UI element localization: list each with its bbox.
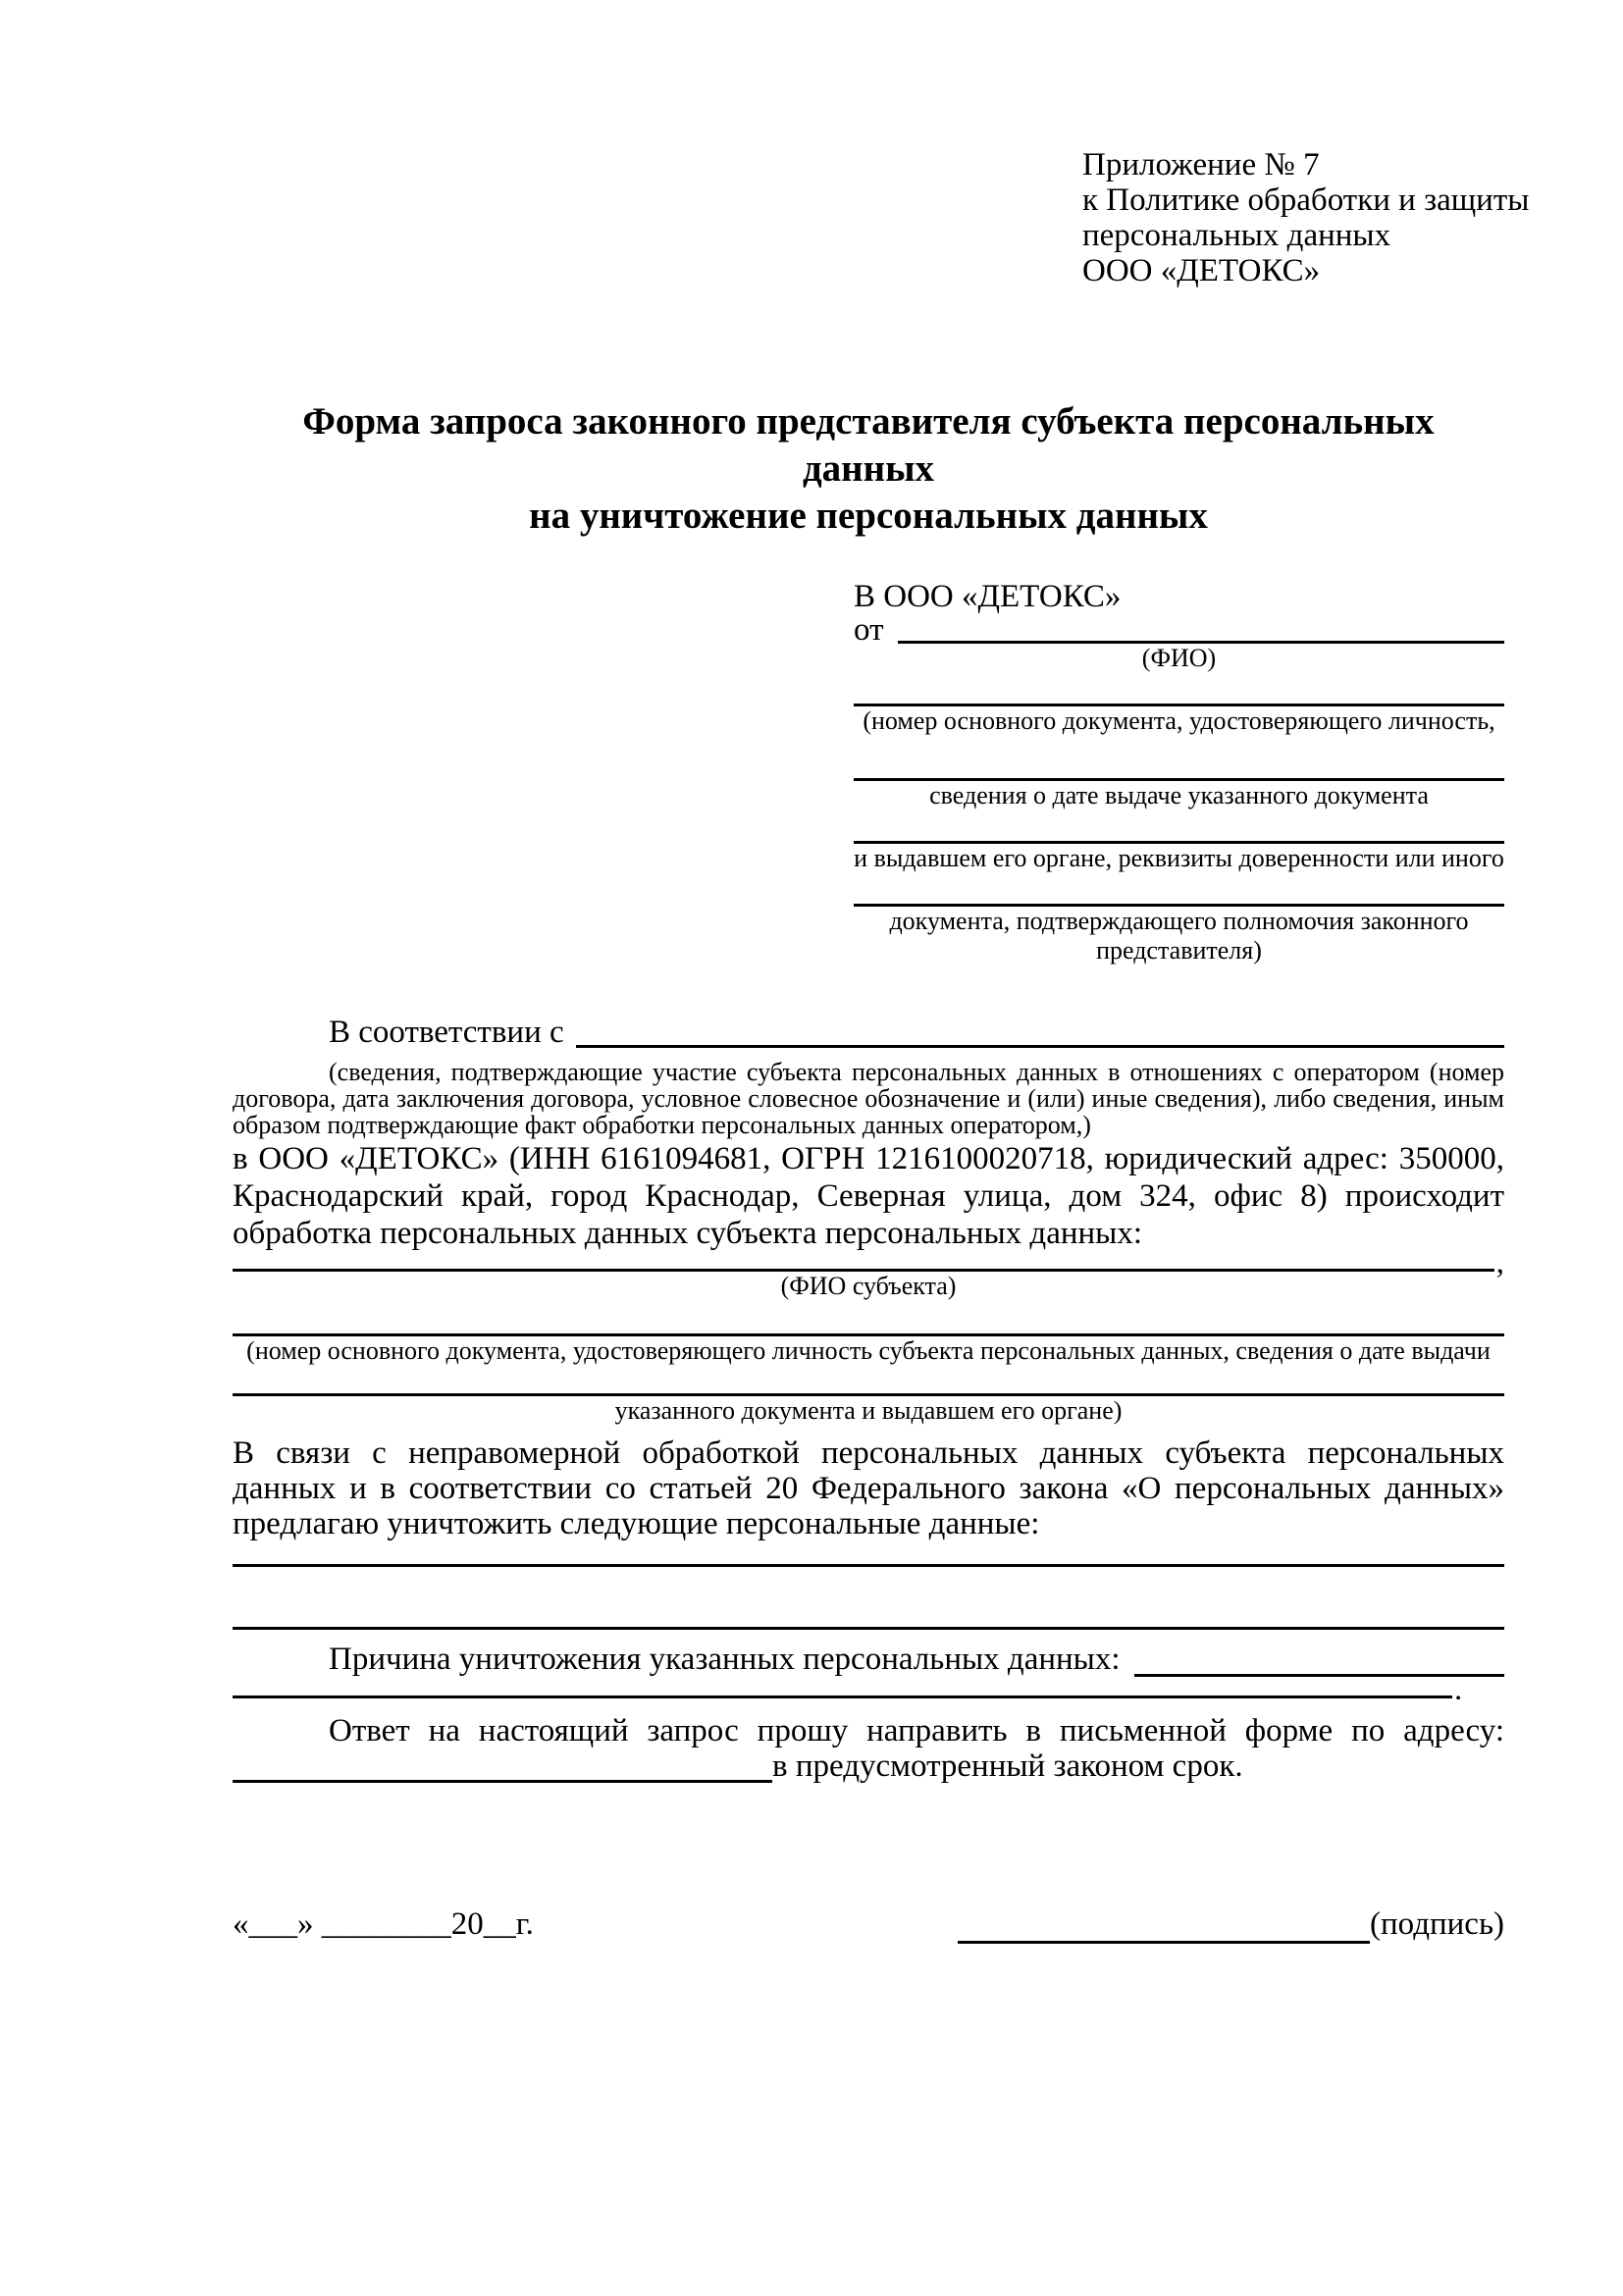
- accordance-note: (сведения, подтверждающие участие субъекта персональных данных в отношениях с оператором (номер договора, дата заключения договора, условное словесное обозначение и (или) иные сведения), либо сведения, иным образом подтверждающие факт обработки персональных данных оператором,): [233, 1058, 1504, 1139]
- date-field: «___» ________20__г.: [233, 1906, 534, 1942]
- subject-doc-line-1: [233, 1301, 1504, 1336]
- document-title: [233, 398, 1504, 540]
- addressee-company: В ООО «ДЕТОКС»: [854, 579, 1122, 614]
- subject-fio-line: [233, 1252, 1494, 1272]
- date-signature-row: [233, 1905, 1504, 1944]
- subject-fio-row: [233, 1245, 1504, 1280]
- address-fill-line: [233, 1749, 772, 1783]
- representative-doc-caption-1: (номер основного документа, удостоверяющего личность,: [863, 706, 1495, 735]
- representative-doc-caption-3: и выдавшем его органе, реквизиты доверенности или иного: [854, 844, 1504, 872]
- subject-doc-caption-2: указанного документа и выдавшем его органе): [614, 1396, 1123, 1425]
- demand-paragraph: В связи с неправомерной обработкой персональных данных субъекта персональных данных и в соответствии со статьей 20 Федерального закона «О персональных данных» предлагаю уничтожить следующие персональные данные:: [233, 1435, 1504, 1541]
- reason-label: Причина уничтожения указанных персональных данных:: [329, 1642, 1121, 1677]
- signature-line: [958, 1910, 1370, 1944]
- reason-period: .: [1454, 1672, 1463, 1707]
- answer-tail: в предусмотренный законом срок.: [772, 1748, 1243, 1784]
- subject-doc-caption-1: (номер основного документа, удостоверяющего личность субъекта персональных данных, сведения о дате выдачи: [246, 1336, 1491, 1365]
- answer-paragraph: Ответ на настоящий запрос прошу направить в письменной форме по адресу:: [329, 1713, 1504, 1748]
- appendix-line: к Политике обработки и защиты: [1082, 183, 1530, 218]
- fio-caption: (ФИО): [1141, 644, 1217, 672]
- reason-continuation-row: [233, 1672, 1504, 1707]
- addressee-block: [854, 577, 1504, 965]
- subject-fio-comma: ,: [1495, 1245, 1504, 1280]
- document-title-line2: на уничтожение персональных данных: [529, 495, 1208, 537]
- subject-fio-caption: (ФИО субъекта): [780, 1272, 957, 1300]
- signature-group: [958, 1905, 1504, 1944]
- accordance-label: В соответствии с: [329, 1015, 564, 1050]
- from-label: от: [854, 612, 884, 648]
- reason-continuation-line: [233, 1677, 1452, 1698]
- operator-paragraph: в ООО «ДЕТОКС» (ИНН 6161094681, ОГРН 1216100020718, юридический адрес: 350000, Краснодарский край, город Краснодар, Северная улица, дом 324, офис 8) происходит обработка персональных данных субъекта персональных данных:: [233, 1141, 1504, 1251]
- representative-doc-line-2: [854, 736, 1504, 781]
- reason-fill-line: [1134, 1642, 1504, 1677]
- appendix-reference: [1082, 147, 1530, 288]
- from-row: [854, 612, 1504, 648]
- from-fill-line: [898, 616, 1505, 644]
- document-content: [233, 0, 1530, 1944]
- representative-doc-line-3: [854, 810, 1504, 844]
- appendix-line: персональных данных: [1082, 218, 1391, 253]
- reason-row: [233, 1642, 1504, 1677]
- appendix-line: ООО «ДЕТОКС»: [1082, 253, 1321, 288]
- representative-doc-line-1: [854, 673, 1504, 706]
- subject-doc-line-2: [233, 1366, 1504, 1396]
- answer-address-row: [233, 1749, 1504, 1783]
- appendix-line: Приложение № 7: [1082, 147, 1320, 183]
- document-title-line1: Форма запроса законного представителя субъекта персональных данных: [302, 400, 1435, 490]
- data-to-destroy-line-2: [233, 1567, 1504, 1630]
- representative-doc-caption-4: документа, подтверждающего полномочия законного представителя): [889, 907, 1469, 965]
- representative-doc-caption-2: сведения о дате выдаче указанного документа: [929, 781, 1429, 809]
- accordance-fill-line: [576, 1017, 1504, 1048]
- accordance-row: [233, 1017, 1504, 1048]
- representative-doc-line-4: [854, 873, 1504, 907]
- signature-caption: (подпись): [1370, 1906, 1504, 1942]
- data-to-destroy-line-1: [233, 1541, 1504, 1567]
